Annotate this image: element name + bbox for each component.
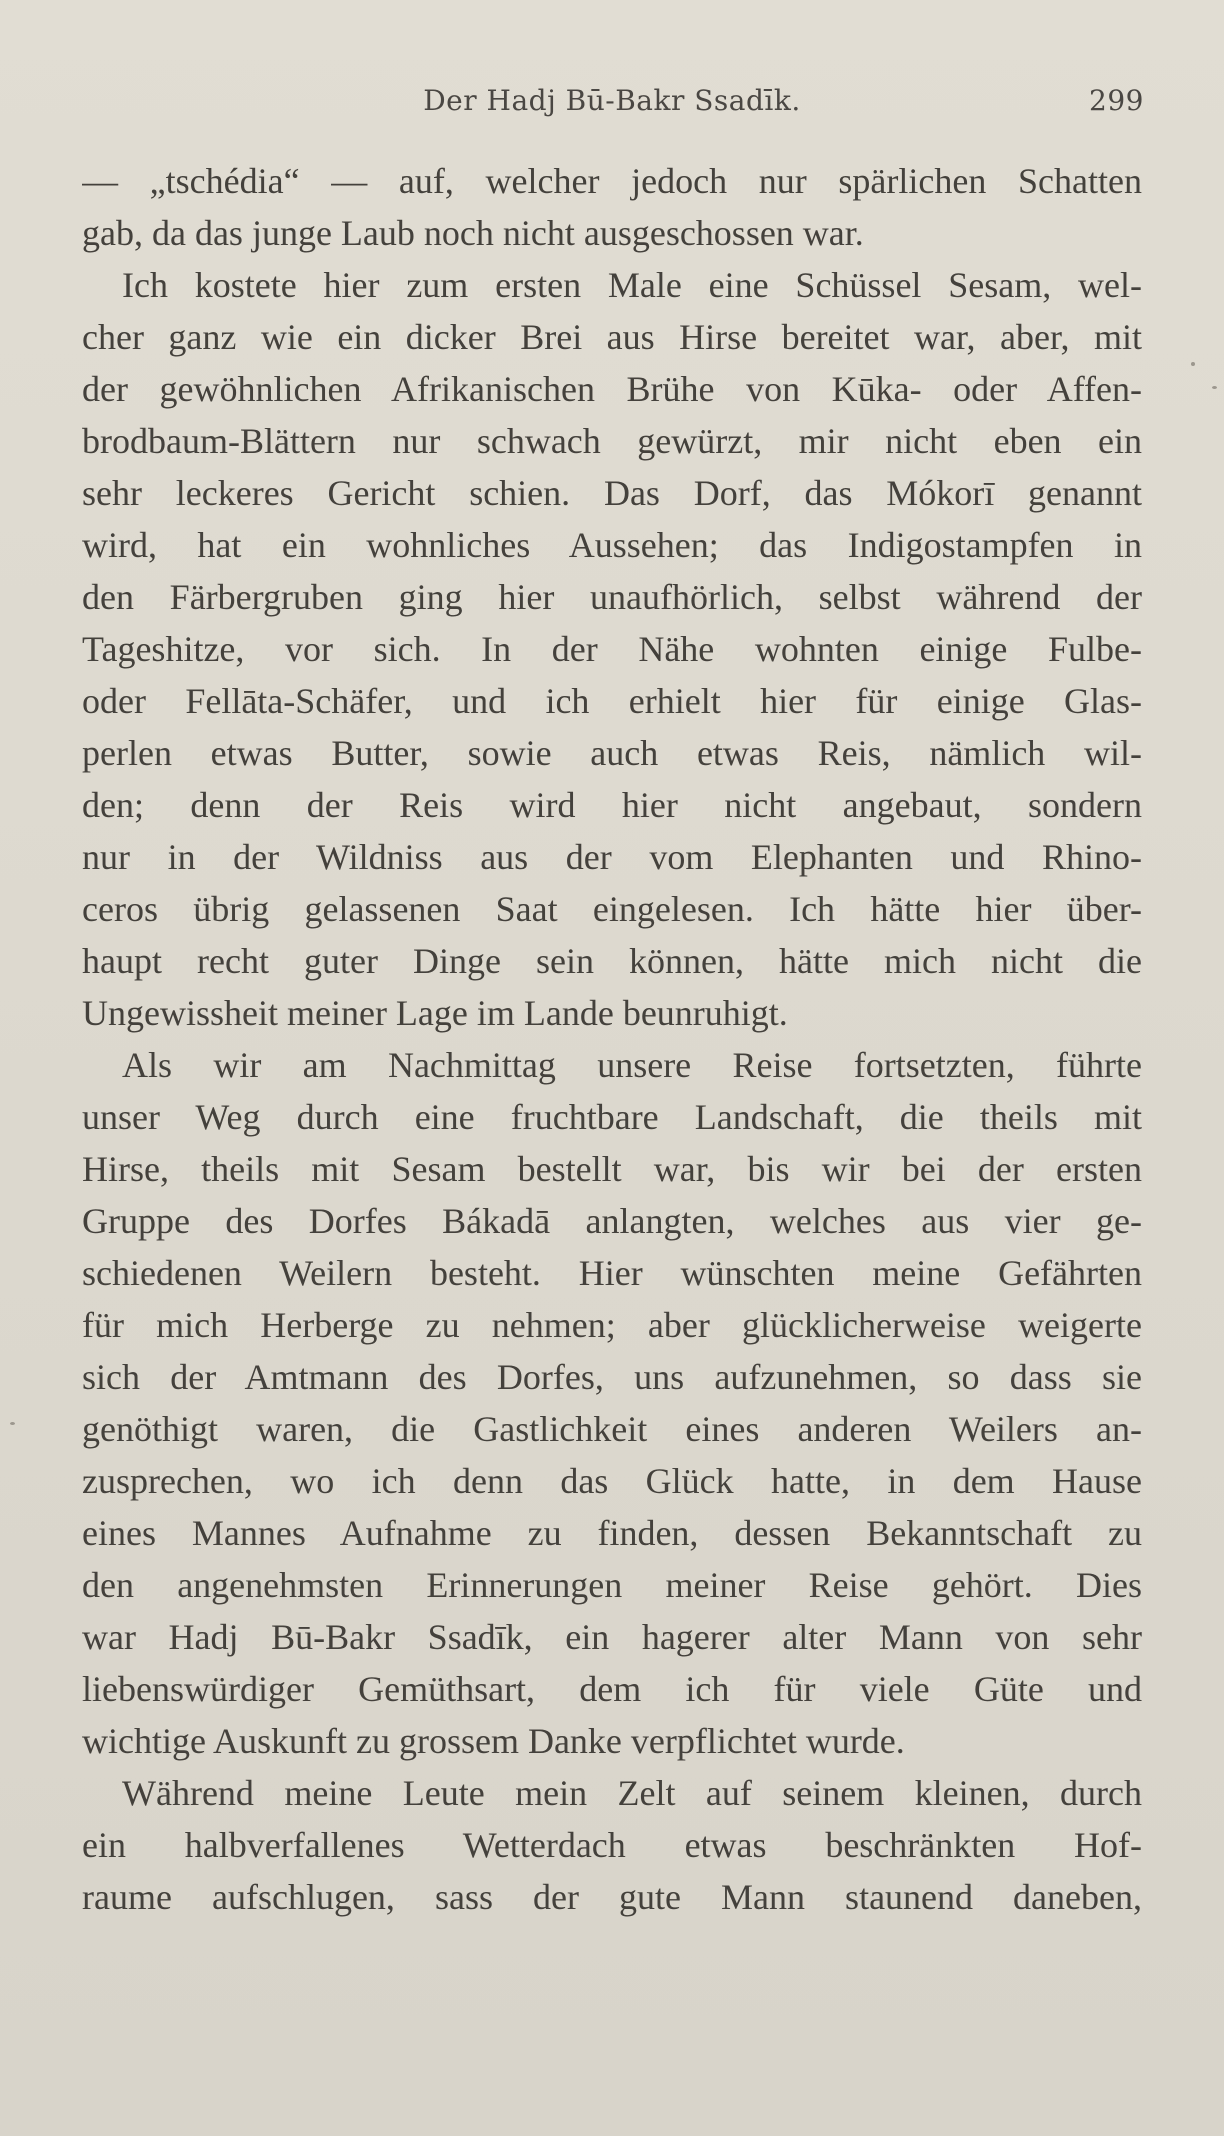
paper-speck [1191,362,1195,366]
text-line: brodbaum-Blättern nur schwach gewürzt, mir nicht eben ein [82,421,1142,461]
text-line: der gewöhnlichen Afrikanischen Brühe von Kūka- oder Affen- [82,369,1142,409]
text-line: zusprechen, wo ich denn das Glück hatte, in dem Hause [82,1461,1142,1501]
text-line: Hirse, theils mit Sesam bestellt war, bis wir bei der ersten [82,1149,1142,1189]
body-text [82,155,1142,1923]
text-line: schiedenen Weilern besteht. Hier wünschten meine Gefährten [82,1253,1142,1293]
text-line: unser Weg durch eine fruchtbare Landschaft, die theils mit [82,1097,1142,1137]
page-header [80,84,1144,124]
text-line: sehr leckeres Gericht schien. Das Dorf, das Mókorī genannt [82,473,1142,513]
text-line: raume aufschlugen, sass der gute Mann staunend daneben, [82,1877,1142,1917]
text-line: eines Mannes Aufnahme zu finden, dessen Bekanntschaft zu [82,1513,1142,1553]
text-line: perlen etwas Butter, sowie auch etwas Reis, nämlich wil- [82,733,1142,773]
text-line: haupt recht guter Dinge sein können, hätte mich nicht die [82,941,1142,981]
running-title: Der Hadj Bū-Bakr Ssadīk. [423,84,801,117]
text-line: genöthigt waren, die Gastlichkeit eines anderen Weilers an- [82,1409,1142,1449]
text-line: gab, da das junge Laub noch nicht ausgeschossen war. [82,213,864,253]
text-line: ceros übrig gelassenen Saat eingelesen. Ich hätte hier über- [82,889,1142,929]
text-line: wird, hat ein wohnliches Aussehen; das Indigostampfen in [82,525,1142,565]
text-line: den Färbergruben ging hier unaufhörlich, selbst während der [82,577,1142,617]
text-line: Als wir am Nachmittag unsere Reise fortsetzten, führte [122,1045,1142,1085]
text-line: war Hadj Bū-Bakr Ssadīk, ein hagerer alter Mann von sehr [82,1617,1142,1657]
text-line: nur in der Wildniss aus der vom Elephanten und Rhino- [82,837,1142,877]
text-line: den angenehmsten Erinnerungen meiner Reise gehört. Dies [82,1565,1142,1605]
text-line: wichtige Auskunft zu grossem Danke verpflichtet wurde. [82,1721,905,1761]
text-line: — „tschédia“ — auf, welcher jedoch nur spärlichen Schatten [82,161,1142,201]
text-line: sich der Amtmann des Dorfes, uns aufzunehmen, so dass sie [82,1357,1142,1397]
page-number: 299 [1089,84,1144,117]
paper-speck [10,1422,15,1425]
text-line: Gruppe des Dorfes Bákadā anlangten, welches aus vier ge- [82,1201,1142,1241]
text-line: Ich kostete hier zum ersten Male eine Schüssel Sesam, wel- [122,265,1142,305]
text-line: Tageshitze, vor sich. In der Nähe wohnten einige Fulbe- [82,629,1142,669]
text-line: liebenswürdiger Gemüthsart, dem ich für viele Güte und [82,1669,1142,1709]
text-line: den; denn der Reis wird hier nicht angebaut, sondern [82,785,1142,825]
text-line: cher ganz wie ein dicker Brei aus Hirse bereitet war, aber, mit [82,317,1142,357]
text-line: Ungewissheit meiner Lage im Lande beunruhigt. [82,993,788,1033]
text-line: Während meine Leute mein Zelt auf seinem kleinen, durch [122,1773,1142,1813]
paper-speck [1212,386,1217,389]
text-line: oder Fellāta-Schäfer, und ich erhielt hier für einige Glas- [82,681,1142,721]
text-line: für mich Herberge zu nehmen; aber glücklicherweise weigerte [82,1305,1142,1345]
text-line: ein halbverfallenes Wetterdach etwas beschränkten Hof- [82,1825,1142,1865]
